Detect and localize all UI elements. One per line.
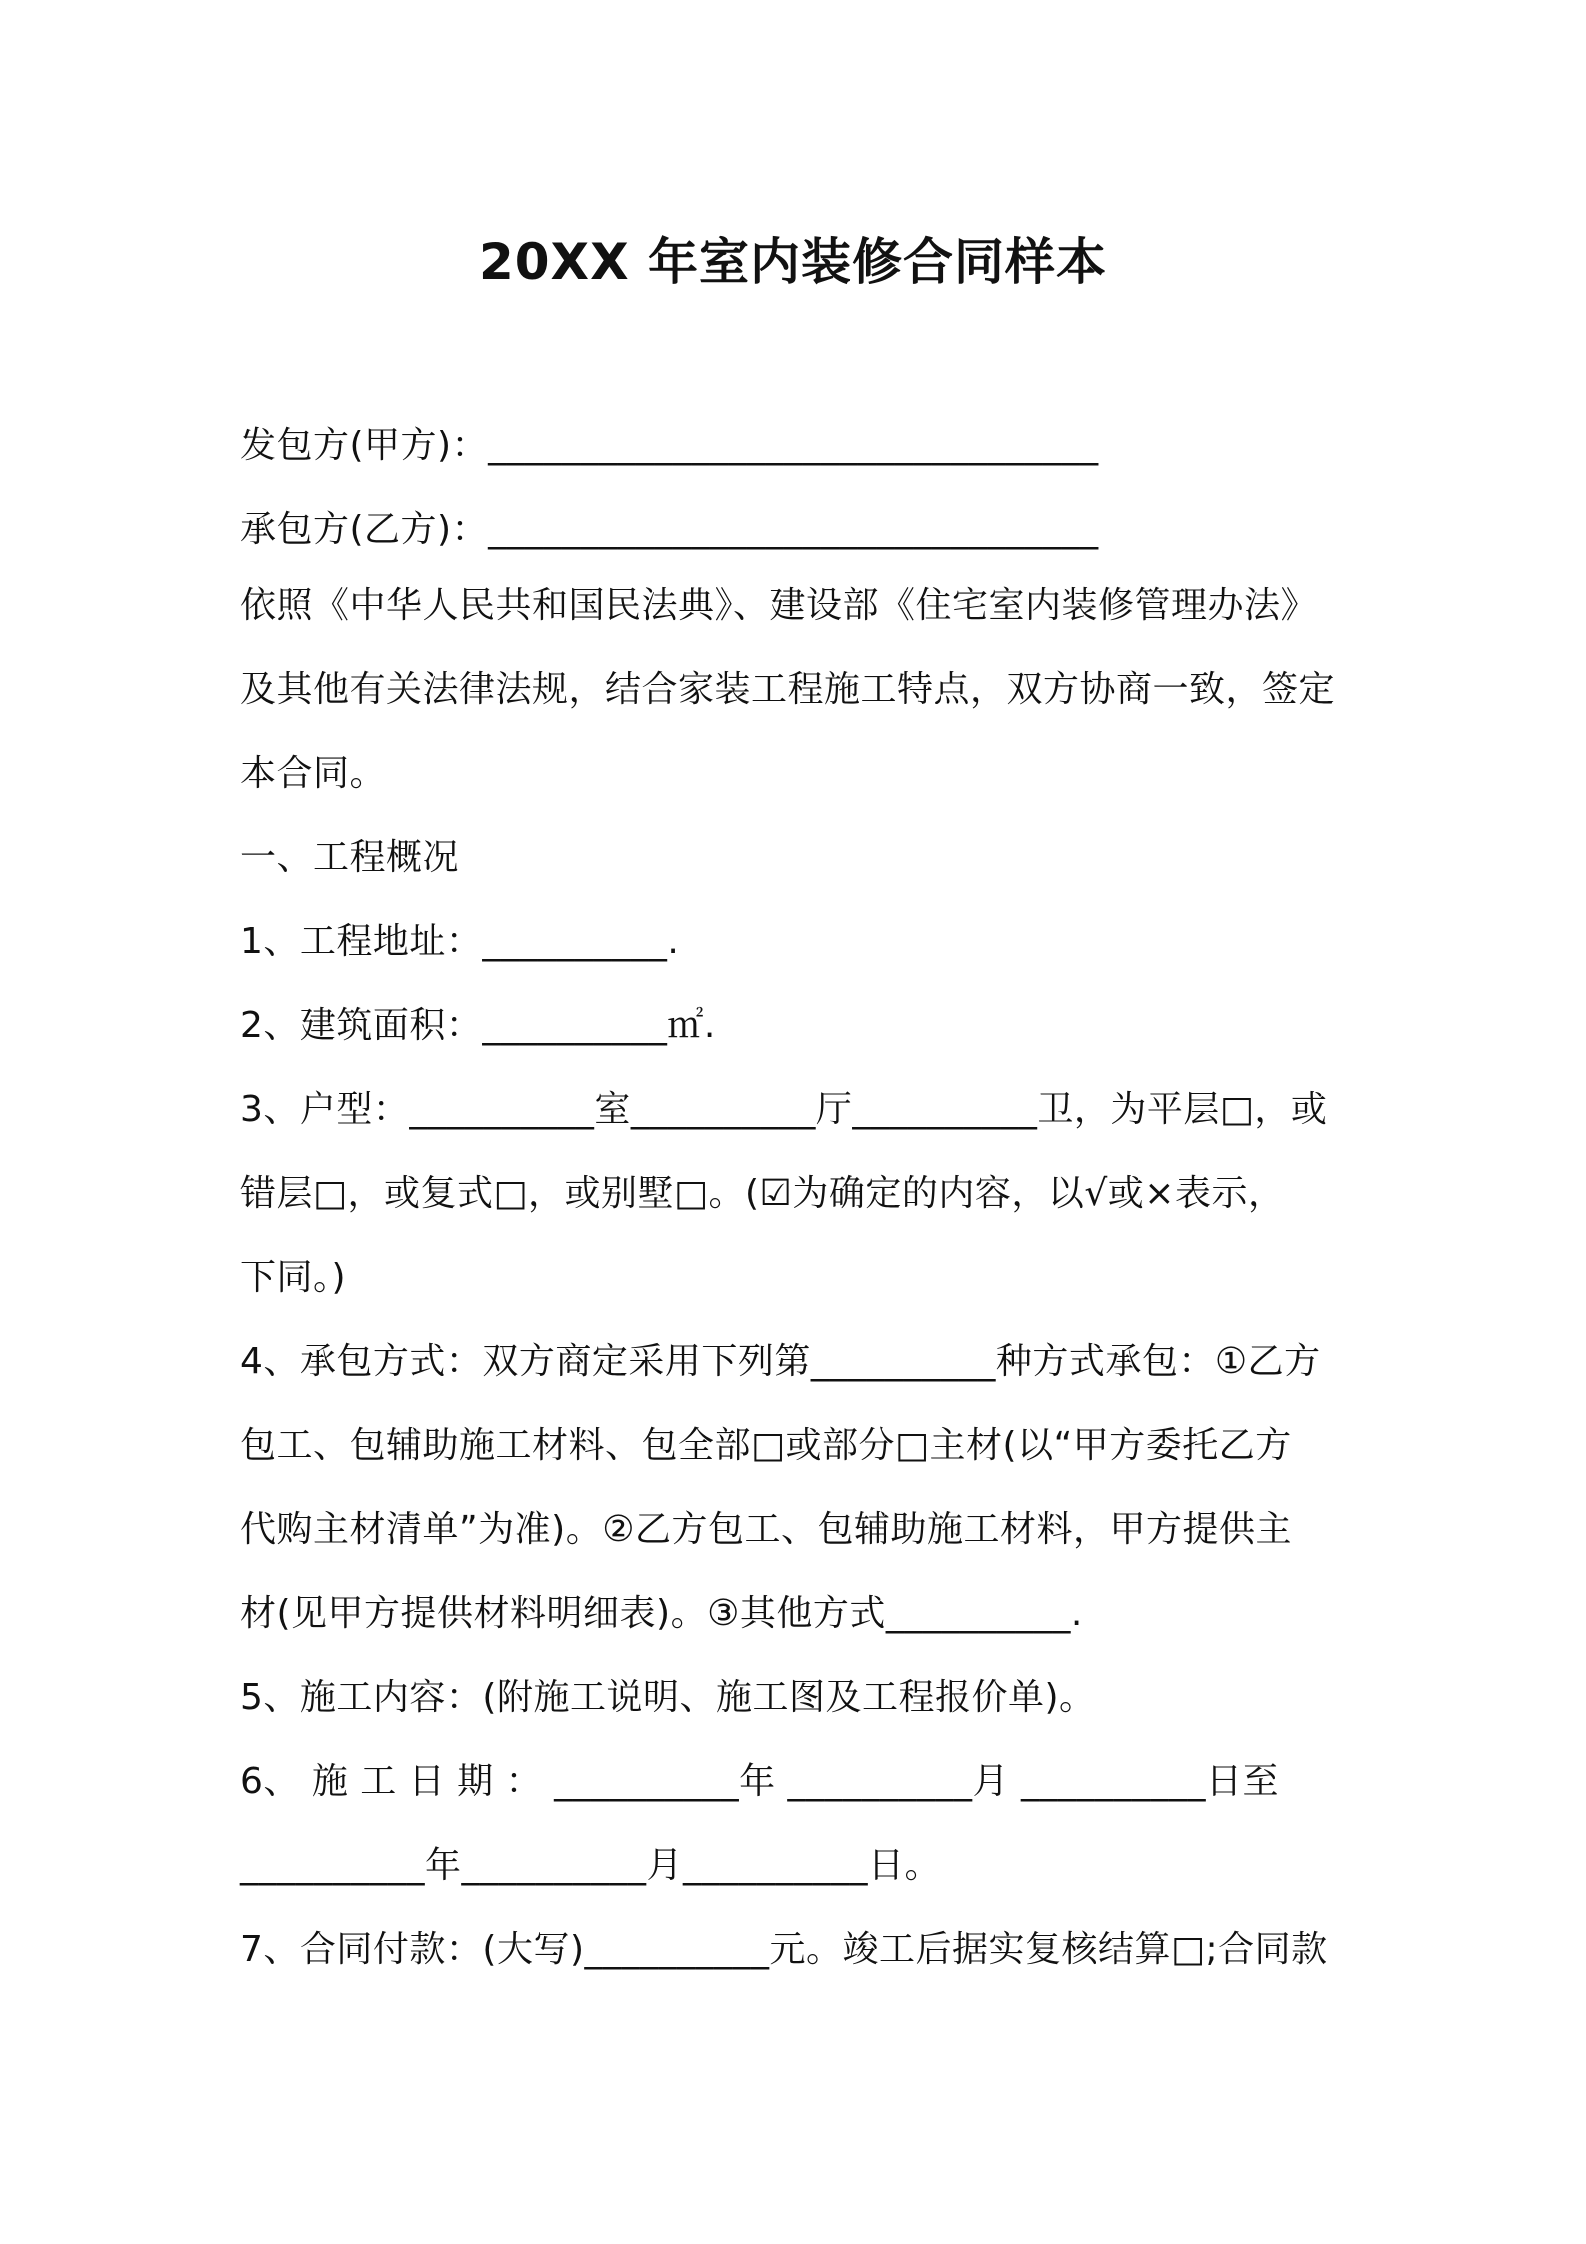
clause-4-contract-method-line-4: 材(见甲方提供材料明细表)。③其他方式__________. [240,1593,1083,1634]
clause-1-address: 1、工程地址：__________. [240,921,680,962]
preamble-line-2: 及其他有关法律法规，结合家装工程施工特点，双方协商一致，签定 [240,669,1336,710]
clause-3-layout-line-3: 下同。) [240,1257,347,1298]
party-a-line: 发包方(甲方)：_________________________________ [240,425,1099,466]
clause-3-layout-line-1: 3、户型：__________室__________厅__________卫，为平层□，或 [240,1089,1328,1130]
clause-7-payment: 7、合同付款：(大写)__________元。竣工后据实复核结算□;合同款 [240,1929,1328,1970]
section-heading-project-overview: 一、工程概况 [240,837,460,878]
document-title: 20XX 年室内装修合同样本 [478,233,1108,291]
preamble-line-1: 依照《中华人民共和国民法典》、建设部《住宅室内装修管理办法》 [240,585,1318,626]
clause-6-schedule-line-2: __________年__________月__________日。 [240,1845,941,1886]
clause-2-area: 2、建筑面积：__________㎡. [240,1005,716,1046]
clause-4-contract-method-line-2: 包工、包辅助施工材料、包全部□或部分□主材(以“甲方委托乙方 [240,1425,1292,1466]
clause-5-scope: 5、施工内容：(附施工说明、施工图及工程报价单)。 [240,1677,1096,1718]
preamble-line-3: 本合同。 [240,753,387,794]
clause-4-contract-method-line-1: 4、承包方式：双方商定采用下列第__________种方式承包：①乙方 [240,1341,1321,1382]
clause-3-layout-line-2: 错层□，或复式□，或别墅□。(☑为确定的内容，以√或×表示， [240,1173,1285,1214]
clause-4-contract-method-line-3: 代购主材清单”为准)。②乙方包工、包辅助施工材料，甲方提供主 [240,1509,1292,1550]
party-b-line: 承包方(乙方)：_________________________________ [240,509,1099,550]
clause-6-schedule-line-1: 6、 施 工 日 期 ： __________年 __________月 __________日至 [240,1761,1279,1802]
